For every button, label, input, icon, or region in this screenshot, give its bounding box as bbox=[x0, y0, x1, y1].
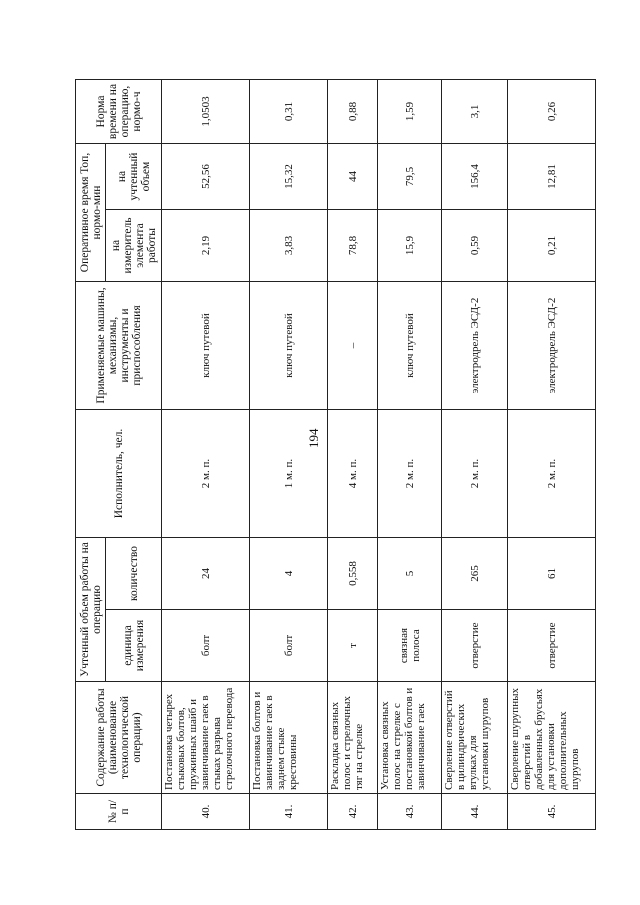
cell-machines: ключ путевой bbox=[378, 282, 442, 410]
cell-time-meter: 0,21 bbox=[508, 210, 596, 282]
header-time: Оперативное время Топ, нормо-мин bbox=[76, 144, 106, 282]
operations-table bbox=[75, 79, 596, 830]
cell-time-meter: 2,19 bbox=[162, 210, 250, 282]
cell-unit: болт bbox=[250, 610, 328, 682]
cell-content: Постановка четырех стыковых болтов, пружинных шайб и завинчивание гаек в стыках разрыва стрелочного перевода bbox=[162, 682, 250, 794]
cell-qty: 61 bbox=[508, 538, 596, 610]
cell-qty: 5 bbox=[378, 538, 442, 610]
cell-machines: ключ путевой bbox=[162, 282, 250, 410]
cell-norm: 0,26 bbox=[508, 80, 596, 144]
cell-unit: болт bbox=[162, 610, 250, 682]
cell-machines: – bbox=[328, 282, 378, 410]
cell-time-meter: 0,59 bbox=[442, 210, 508, 282]
cell-num: 41. bbox=[250, 794, 328, 830]
page-number: 194 bbox=[306, 428, 321, 448]
cell-norm: 3,1 bbox=[442, 80, 508, 144]
cell-content: Сверление шурупных отверстий в добавленных брусьях для установки дополнительных шурупов bbox=[508, 682, 596, 794]
cell-performer: 2 м. п. bbox=[442, 410, 508, 538]
cell-time-volume: 15,32 bbox=[250, 144, 328, 210]
cell-norm: 0,88 bbox=[328, 80, 378, 144]
cell-content: Установка связных полос на стрелке с постановкой болтов и завинчивание гаек bbox=[378, 682, 442, 794]
header-volume: Учтенный объем работы на операцию bbox=[76, 538, 106, 682]
header-time-volume: на учтенный объем bbox=[106, 144, 162, 210]
header-time-meter: на измеритель элемента работы bbox=[106, 210, 162, 282]
cell-norm: 1,59 bbox=[378, 80, 442, 144]
cell-machines: электродрель ЭСД-2 bbox=[508, 282, 596, 410]
header-num: № п/п bbox=[76, 794, 162, 830]
table-row bbox=[442, 80, 508, 830]
cell-unit: отверстие bbox=[442, 610, 508, 682]
cell-time-meter: 15,9 bbox=[378, 210, 442, 282]
cell-time-volume: 79,5 bbox=[378, 144, 442, 210]
cell-num: 42. bbox=[328, 794, 378, 830]
table-row bbox=[378, 80, 442, 830]
cell-machines: ключ путевой bbox=[250, 282, 328, 410]
cell-qty: 265 bbox=[442, 538, 508, 610]
cell-content: Постановка болтов и завинчивание гаек в заднем стыке крестовины bbox=[250, 682, 328, 794]
cell-unit: т bbox=[328, 610, 378, 682]
cell-performer: 4 м. п. bbox=[328, 410, 378, 538]
table-body bbox=[162, 80, 596, 830]
cell-time-volume: 44 bbox=[328, 144, 378, 210]
cell-machines: электродрель ЭСД-2 bbox=[442, 282, 508, 410]
cell-qty: 24 bbox=[162, 538, 250, 610]
table-row bbox=[162, 80, 250, 830]
header-machines: Применяемые машины, механизмы, инструменты и приспособления bbox=[76, 282, 162, 410]
cell-time-meter: 3,83 bbox=[250, 210, 328, 282]
cell-unit: отверстие bbox=[508, 610, 596, 682]
table-row bbox=[328, 80, 378, 830]
cell-time-meter: 78,8 bbox=[328, 210, 378, 282]
cell-num: 44. bbox=[442, 794, 508, 830]
cell-performer: 2 м. п. bbox=[162, 410, 250, 538]
table-row bbox=[508, 80, 596, 830]
cell-norm: 0,31 bbox=[250, 80, 328, 144]
header-unit: единица измерения bbox=[106, 610, 162, 682]
cell-unit: связная полоса bbox=[378, 610, 442, 682]
cell-performer: 1 м. п. bbox=[250, 410, 328, 538]
cell-performer: 2 м. п. bbox=[378, 410, 442, 538]
cell-time-volume: 156,4 bbox=[442, 144, 508, 210]
cell-num: 43. bbox=[378, 794, 442, 830]
cell-content: Раскладка связных полос и стрелочных тяг на стрелке bbox=[328, 682, 378, 794]
header-norm: Норма времени на операцию, нормо-ч bbox=[76, 80, 162, 144]
cell-performer: 2 м. п. bbox=[508, 410, 596, 538]
cell-time-volume: 52,56 bbox=[162, 144, 250, 210]
cell-num: 40. bbox=[162, 794, 250, 830]
cell-qty: 0,558 bbox=[328, 538, 378, 610]
cell-num: 45. bbox=[508, 794, 596, 830]
header-content: Содержание работы (наименование технологической операции) bbox=[76, 682, 162, 794]
table-row bbox=[250, 80, 328, 830]
header-performer: Исполнитель, чел. bbox=[76, 410, 162, 538]
cell-qty: 4 bbox=[250, 538, 328, 610]
cell-content: Сверление отверстий в цилиндрических втулках для установки шурупов bbox=[442, 682, 508, 794]
cell-norm: 1,0503 bbox=[162, 80, 250, 144]
rotated-table-container bbox=[75, 80, 595, 830]
header-qty: количество bbox=[106, 538, 162, 610]
table-header bbox=[76, 80, 162, 830]
cell-time-volume: 12,81 bbox=[508, 144, 596, 210]
